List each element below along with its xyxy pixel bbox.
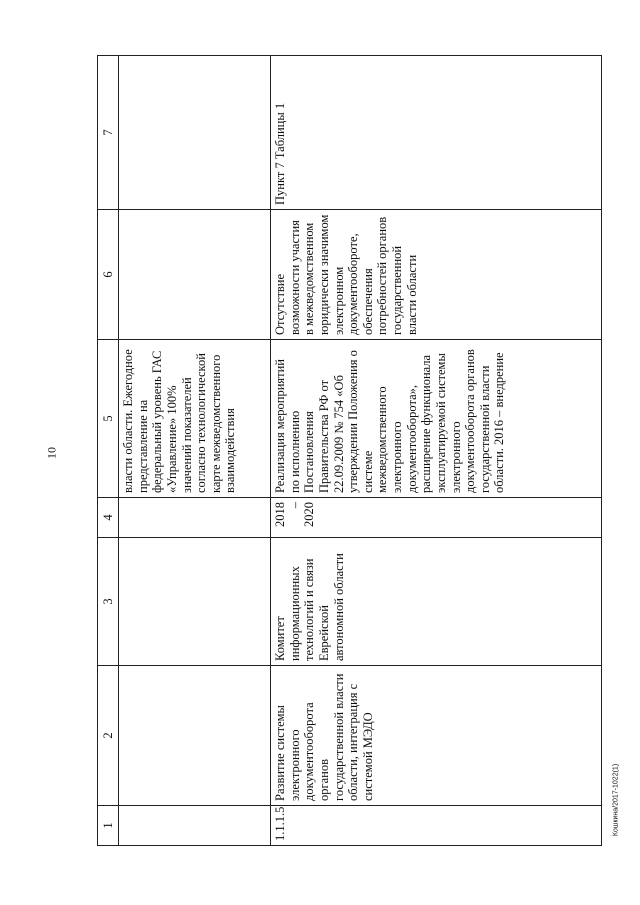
cell-result-continuation: власти области. Ежегодное представление на федеральный уровень ГАС «Управление» 100% значений показателей согласно технологической карте межведомственного взаимодействия	[119, 340, 271, 498]
header-col-1: 1	[98, 806, 119, 846]
table-header-row	[98, 56, 119, 846]
cell-responsible: Комитет информационных технологий и связи Еврейской автономной области	[271, 538, 602, 666]
page-number: 10	[44, 447, 59, 459]
cell-empty	[119, 806, 271, 846]
cell-empty	[119, 498, 271, 538]
cell-item-number: 1.1.1.5	[271, 806, 602, 846]
measures-table	[97, 55, 602, 846]
header-col-4: 4	[98, 498, 119, 538]
header-col-3: 3	[98, 538, 119, 666]
table-rotation-frame	[97, 56, 602, 846]
cell-period: 2018 – 2020	[271, 498, 602, 538]
header-col-6: 6	[98, 210, 119, 340]
header-col-7: 7	[98, 56, 119, 210]
cell-indicator-link: Пункт 7 Таблицы 1	[271, 56, 602, 210]
cell-expected-result: Реализация мероприятий по исполнению Постановления Правительства РФ от 22.09.2009 № 754 «Об утверждении Положения о системе межведомственного электронного документооборота», расширение функционала эксплуатируемой системы электронного документооборота органов государственной власти области. 2016 – внедрение	[271, 340, 602, 498]
document-code: Кошкина/2017-1022(1)	[612, 763, 620, 837]
cell-empty	[119, 538, 271, 666]
table-row-1-1-1-5	[271, 56, 602, 846]
cell-empty	[119, 210, 271, 340]
cell-empty	[119, 666, 271, 806]
header-col-5: 5	[98, 340, 119, 498]
table-row-continuation	[119, 56, 271, 846]
header-col-2: 2	[98, 666, 119, 806]
cell-consequences: Отсутствие возможности участия в межведомственном юридически значимом электронном документообороте, обеспечения потребностей органов государственной власти области	[271, 210, 602, 340]
cell-measure-name: Развитие системы электронного документооборота органов государственной власти области, интеграция с системой МЭДО	[271, 666, 602, 806]
rotated-table-container	[97, 56, 602, 846]
cell-empty	[119, 56, 271, 210]
